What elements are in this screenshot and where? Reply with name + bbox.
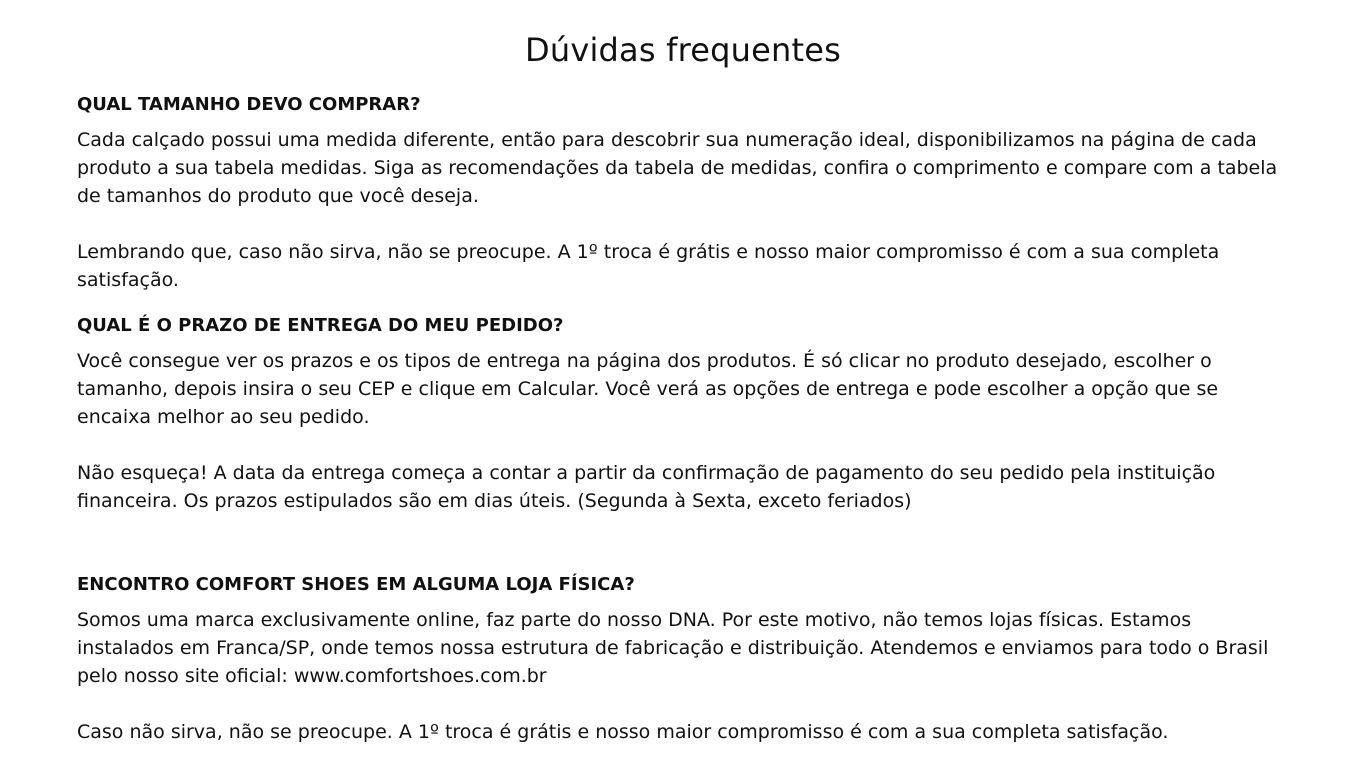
faq-answer-paragraph: Cada calçado possui uma medida diferente, então para descobrir sua numeração ideal, disponibilizamos na página de cada produto a sua tabela medidas. Siga as recomendações da tabela de medidas, confira o comprimento e compare com a tabela de tamanhos do produto que você deseja.: [77, 129, 1278, 207]
faq-answer-paragraph: Lembrando que, caso não sirva, não se preocupe. A 1º troca é grátis e nosso maior compromisso é com a sua completa satisfação.: [77, 241, 1220, 291]
faq-item-delivery: [77, 313, 1289, 515]
faq-question: ENCONTRO COMFORT SHOES EM ALGUMA LOJA FÍSICA?: [77, 574, 635, 595]
faq-question: QUAL TAMANHO DEVO COMPRAR?: [77, 94, 421, 115]
page-title: Dúvidas frequentes: [525, 31, 841, 69]
faq-answer-paragraph: Não esqueça! A data da entrega começa a contar a partir da confirmação de pagamento do seu pedido pela instituição financeira. Os prazos estipulados são em dias úteis. (Segunda à Sexta, exceto feriados): [77, 462, 1216, 512]
faq-item-store: [77, 572, 1289, 746]
faq-question: QUAL É O PRAZO DE ENTREGA DO MEU PEDIDO?: [77, 315, 564, 336]
faq-answer-paragraph: Caso não sirva, não se preocupe. A 1º troca é grátis e nosso maior compromisso é com a sua completa satisfação.: [77, 721, 1169, 743]
faq-answer-paragraph: Você consegue ver os prazos e os tipos de entrega na página dos produtos. É só clicar no produto desejado, escolher o tamanho, depois insira o seu CEP e clique em Calcular. Você verá as opções de entrega e pode escolher a opção que se encaixa melhor ao seu pedido.: [77, 350, 1219, 428]
faq-answer-paragraph: Somos uma marca exclusivamente online, faz parte do nosso DNA. Por este motivo, não temos lojas físicas. Estamos instalados em Franca/SP, onde temos nossa estrutura de fabricação e distribuição. Atendemos e enviamos para todo o Brasil pelo nosso site oficial: www.comfortshoes.com.br: [77, 609, 1269, 687]
faq-item-size: [77, 92, 1289, 294]
